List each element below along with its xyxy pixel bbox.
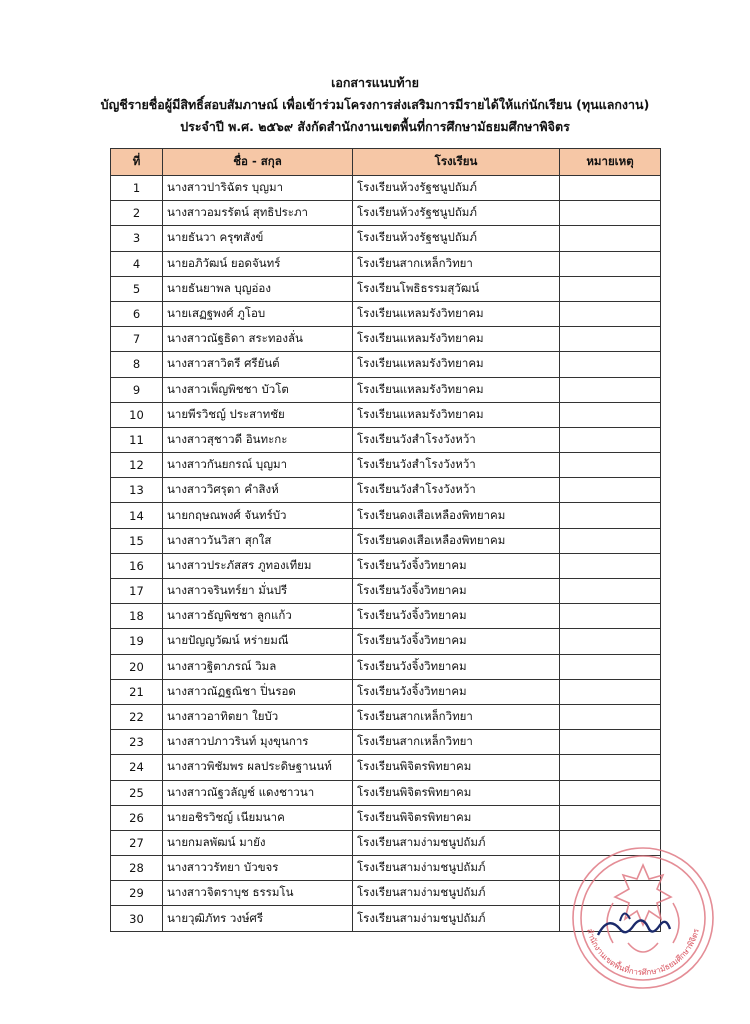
- document-header: [0, 72, 750, 138]
- cell-note: [560, 629, 661, 654]
- cell-name: นางสาวจิตราบุช ธรรมโน: [163, 881, 353, 906]
- cell-note: [560, 528, 661, 553]
- cell-note: [560, 352, 661, 377]
- cell-name: นายธันยาพล บุญอ่อง: [163, 276, 353, 301]
- cell-note: [560, 176, 661, 201]
- cell-name: นางสาวปภาวรินท์ มุงขุนการ: [163, 730, 353, 755]
- table-row: [111, 780, 661, 805]
- cell-name: นางสาวประภัสสร ภูทองเทียม: [163, 553, 353, 578]
- table-row: [111, 730, 661, 755]
- cell-school: โรงเรียนวังจิ้งวิทยาคม: [353, 604, 560, 629]
- table-row: [111, 503, 661, 528]
- cell-school: โรงเรียนวังจิ้งวิทยาคม: [353, 629, 560, 654]
- table-row: [111, 604, 661, 629]
- table-row: [111, 176, 661, 201]
- cell-school: โรงเรียนห้วงรัฐชนูปถัมภ์: [353, 176, 560, 201]
- table-row: [111, 679, 661, 704]
- table-row: [111, 704, 661, 729]
- cell-name: นายอชิรวิชญ์ เนียมนาค: [163, 805, 353, 830]
- cell-name: นางสาวปาริฉัตร บุญมา: [163, 176, 353, 201]
- cell-name: นางสาวอาทิตยา ใยบัว: [163, 704, 353, 729]
- cell-school: โรงเรียนวังสำโรงวังหว้า: [353, 478, 560, 503]
- cell-number: 13: [111, 478, 163, 503]
- cell-note: [560, 251, 661, 276]
- cell-school: โรงเรียนวังจิ้งวิทยาคม: [353, 553, 560, 578]
- cell-number: 11: [111, 427, 163, 452]
- cell-number: 15: [111, 528, 163, 553]
- table-row: [111, 201, 661, 226]
- cell-note: [560, 453, 661, 478]
- table-row: [111, 453, 661, 478]
- candidate-table: [110, 148, 661, 932]
- cell-number: 23: [111, 730, 163, 755]
- cell-name: นางสาวจรินทร์ยา มั่นปรี: [163, 579, 353, 604]
- cell-number: 25: [111, 780, 163, 805]
- cell-number: 7: [111, 327, 163, 352]
- cell-number: 2: [111, 201, 163, 226]
- cell-number: 14: [111, 503, 163, 528]
- cell-number: 26: [111, 805, 163, 830]
- cell-note: [560, 805, 661, 830]
- cell-note: [560, 478, 661, 503]
- cell-school: โรงเรียนสากเหล็กวิทยา: [353, 251, 560, 276]
- table-row: [111, 478, 661, 503]
- cell-note: [560, 730, 661, 755]
- cell-note: [560, 755, 661, 780]
- cell-name: นายปัญญวัฒน์ หร่ายมณี: [163, 629, 353, 654]
- cell-name: นายกฤษณพงศ์ จันทร์บัว: [163, 503, 353, 528]
- table-row: [111, 402, 661, 427]
- cell-number: 20: [111, 654, 163, 679]
- cell-note: [560, 402, 661, 427]
- cell-name: นายเสฏฐพงศ์ ภูโอบ: [163, 301, 353, 326]
- office-seal: [568, 843, 718, 993]
- table-row: [111, 805, 661, 830]
- header-line-2: บัญชีรายชื่อผู้มีสิทธิ์สอบสัมภาษณ์ เพื่อเข้าร่วมโครงการส่งเสริมการมีรายได้ให้แก่นักเรียน (ทุนแลกงาน): [100, 97, 650, 112]
- cell-number: 21: [111, 679, 163, 704]
- cell-note: [560, 276, 661, 301]
- cell-number: 10: [111, 402, 163, 427]
- cell-school: โรงเรียนสามง่ามชนูปถัมภ์: [353, 830, 560, 855]
- cell-note: [560, 201, 661, 226]
- cell-school: โรงเรียนแหลมรังวิทยาคม: [353, 327, 560, 352]
- cell-note: [560, 226, 661, 251]
- cell-note: [560, 579, 661, 604]
- cell-name: นางสาวณัฐธิดา สระทองลั่น: [163, 327, 353, 352]
- cell-number: 17: [111, 579, 163, 604]
- cell-number: 16: [111, 553, 163, 578]
- table-row: [111, 579, 661, 604]
- cell-school: โรงเรียนดงเสือเหลืองพิทยาคม: [353, 503, 560, 528]
- cell-school: โรงเรียนดงเสือเหลืองพิทยาคม: [353, 528, 560, 553]
- cell-name: นายอภิวัฒน์ ยอดจันทร์: [163, 251, 353, 276]
- cell-number: 22: [111, 704, 163, 729]
- cell-name: นางสาวพิชัมพร ผลประดิษฐานนท์: [163, 755, 353, 780]
- cell-note: [560, 704, 661, 729]
- column-header-name: ชื่อ - สกุล: [163, 149, 353, 176]
- cell-note: [560, 427, 661, 452]
- cell-name: นางสาวสุชาวดี อินทะกะ: [163, 427, 353, 452]
- table-row: [111, 301, 661, 326]
- cell-note: [560, 301, 661, 326]
- cell-name: นางสาวณัฐวลัญช์ แดงชาวนา: [163, 780, 353, 805]
- table-header-row: [111, 149, 661, 176]
- cell-school: โรงเรียนสามง่ามชนูปถัมภ์: [353, 856, 560, 881]
- cell-note: [560, 679, 661, 704]
- table-row: [111, 755, 661, 780]
- cell-school: โรงเรียนสากเหล็กวิทยา: [353, 704, 560, 729]
- cell-name: นายกมลพัฒน์ มายัง: [163, 830, 353, 855]
- cell-number: 4: [111, 251, 163, 276]
- cell-school: โรงเรียนพิจิตรพิทยาคม: [353, 780, 560, 805]
- cell-number: 8: [111, 352, 163, 377]
- header-line-1: เอกสารแนบท้าย: [331, 75, 419, 90]
- cell-school: โรงเรียนวังจิ้งวิทยาคม: [353, 679, 560, 704]
- cell-note: [560, 604, 661, 629]
- cell-school: โรงเรียนแหลมรังวิทยาคม: [353, 352, 560, 377]
- cell-name: นางสาวอมรรัตน์ สุทธิประภา: [163, 201, 353, 226]
- cell-name: นางสาววรัทยา บัวขจร: [163, 856, 353, 881]
- cell-number: 12: [111, 453, 163, 478]
- cell-note: [560, 780, 661, 805]
- cell-school: โรงเรียนสามง่ามชนูปถัมภ์: [353, 906, 560, 931]
- table-row: [111, 251, 661, 276]
- cell-number: 9: [111, 377, 163, 402]
- table-row: [111, 226, 661, 251]
- cell-name: นางสาววิศรุตา คำสิงห์: [163, 478, 353, 503]
- column-header-number: ที่: [111, 149, 163, 176]
- cell-school: โรงเรียนพิจิตรพิทยาคม: [353, 805, 560, 830]
- cell-name: นายวุฒิภัทร วงษ์ศรี: [163, 906, 353, 931]
- table-row: [111, 352, 661, 377]
- cell-school: โรงเรียนวังจิ้งวิทยาคม: [353, 654, 560, 679]
- cell-number: 27: [111, 830, 163, 855]
- cell-school: โรงเรียนโพธิธรรมสุวัฒน์: [353, 276, 560, 301]
- column-header-note: หมายเหตุ: [560, 149, 661, 176]
- cell-note: [560, 503, 661, 528]
- cell-number: 24: [111, 755, 163, 780]
- table-row: [111, 528, 661, 553]
- cell-number: 1: [111, 176, 163, 201]
- table-row: [111, 553, 661, 578]
- cell-number: 18: [111, 604, 163, 629]
- cell-name: นางสาวกันยกรณ์ บุญมา: [163, 453, 353, 478]
- cell-number: 3: [111, 226, 163, 251]
- header-line-3: ประจำปี พ.ศ. ๒๕๖๙ สังกัดสำนักงานเขตพื้นที่การศึกษามัธยมศึกษาพิจิตร: [180, 119, 570, 134]
- cell-school: โรงเรียนสามง่ามชนูปถัมภ์: [353, 881, 560, 906]
- cell-school: โรงเรียนห้วงรัฐชนูปถัมภ์: [353, 226, 560, 251]
- cell-name: นางสาวสาวิตรี ศรียันต์: [163, 352, 353, 377]
- cell-note: [560, 654, 661, 679]
- table-row: [111, 276, 661, 301]
- cell-number: 29: [111, 881, 163, 906]
- cell-school: โรงเรียนวังจิ้งวิทยาคม: [353, 579, 560, 604]
- cell-school: โรงเรียนห้วงรัฐชนูปถัมภ์: [353, 201, 560, 226]
- cell-number: 28: [111, 856, 163, 881]
- cell-school: โรงเรียนพิจิตรพิทยาคม: [353, 755, 560, 780]
- cell-school: โรงเรียนวังสำโรงวังหว้า: [353, 427, 560, 452]
- cell-number: 6: [111, 301, 163, 326]
- column-header-school: โรงเรียน: [353, 149, 560, 176]
- cell-school: โรงเรียนแหลมรังวิทยาคม: [353, 301, 560, 326]
- cell-name: นางสาววันวิสา สุกใส: [163, 528, 353, 553]
- cell-number: 30: [111, 906, 163, 931]
- seal-text: สำนักงานเขตพื้นที่การศึกษามัธยมศึกษาพิจิตร: [585, 927, 701, 978]
- cell-name: นางสาวณัฏฐณิชา ปิ่นรอด: [163, 679, 353, 704]
- cell-number: 19: [111, 629, 163, 654]
- table-row: [111, 327, 661, 352]
- cell-name: นางสาวเพ็ญพิชชา บัวโต: [163, 377, 353, 402]
- table-row: [111, 654, 661, 679]
- cell-school: โรงเรียนสากเหล็กวิทยา: [353, 730, 560, 755]
- table-row: [111, 629, 661, 654]
- cell-note: [560, 377, 661, 402]
- cell-name: นายธันวา ครุฑสังข์: [163, 226, 353, 251]
- cell-name: นางสาวธัญพิชชา ลูกแก้ว: [163, 604, 353, 629]
- table-row: [111, 377, 661, 402]
- table-row: [111, 427, 661, 452]
- cell-note: [560, 553, 661, 578]
- cell-note: [560, 327, 661, 352]
- cell-number: 5: [111, 276, 163, 301]
- cell-school: โรงเรียนแหลมรังวิทยาคม: [353, 377, 560, 402]
- cell-name: นางสาวฐิตาภรณ์ วิมล: [163, 654, 353, 679]
- cell-school: โรงเรียนวังสำโรงวังหว้า: [353, 453, 560, 478]
- cell-school: โรงเรียนแหลมรังวิทยาคม: [353, 402, 560, 427]
- cell-name: นายพีรวิชญ์ ประสาทชัย: [163, 402, 353, 427]
